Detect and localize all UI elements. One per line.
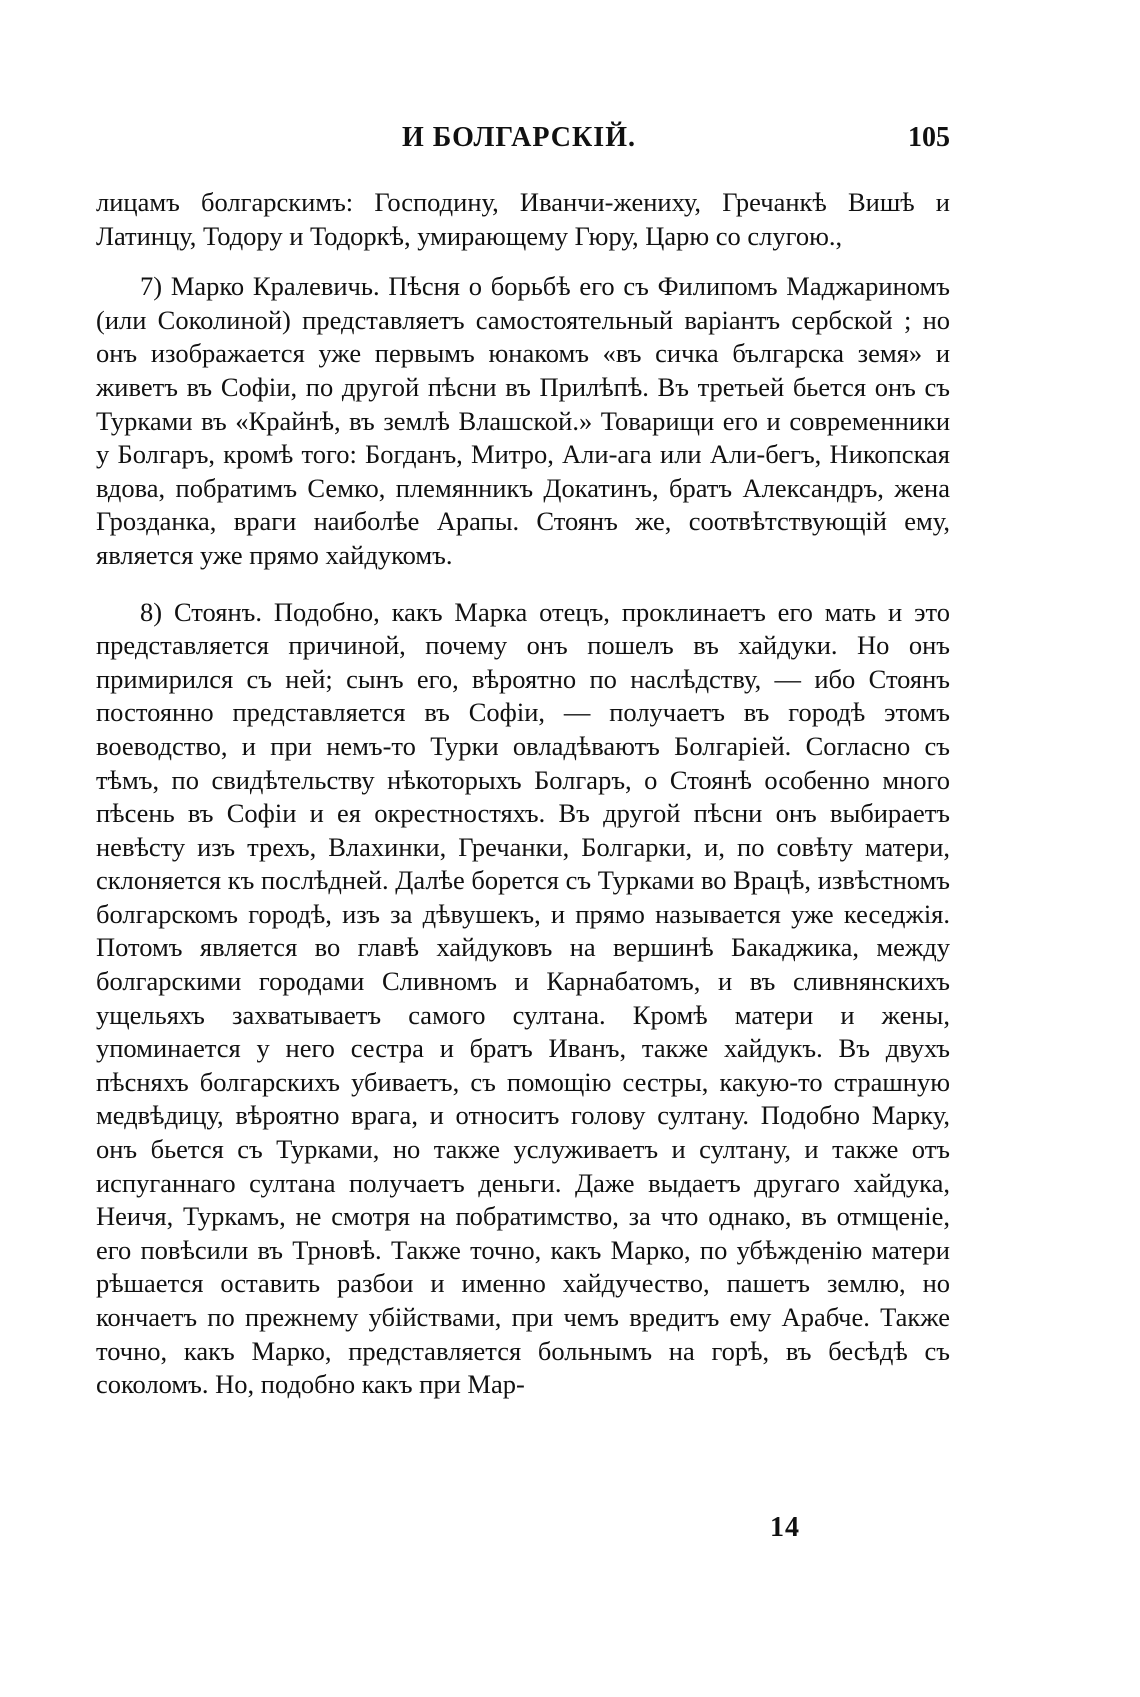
- signature-mark: 14: [770, 1512, 800, 1543]
- body-text: [96, 186, 950, 1402]
- page-number: 105: [908, 122, 950, 153]
- running-head: [88, 122, 950, 162]
- running-title: И БОЛГАРСКІЙ.: [402, 122, 636, 153]
- paragraph-continuation: лицамъ болгарскимъ: Господину, Иванчи-жениху, Гречанкѣ Вишѣ и Латинцу, Тодору и Тодоркѣ, умирающему Гюру, Царю со слугою.,: [96, 187, 950, 251]
- paragraph-marko: 7) Марко Кралевичь. Пѣсня о борьбѣ его съ Филипомъ Маджариномъ (или Соколиной) представляетъ самостоятельный варіантъ сербской ; но онъ изображается уже первымъ юнакомъ «въ сичка българска земя» и живетъ въ Софіи, по другой пѣсни въ Прилѣпѣ. Въ третьей бьется онъ съ Турками въ «Крайнѣ, въ землѣ Влашской.» Товарищи его и современники у Болгаръ, кромѣ того: Богданъ, Митро, Али-ага или Али-бегъ, Никопская вдова, побратимъ Семко, племянникъ Докатинъ, братъ Александръ, жена Грозданка, враги наиболѣе Арапы. Стоянъ же, соотвѣтствующій ему, является уже прямо хайдукомъ.: [96, 271, 950, 570]
- paragraph-stoyan: 8) Стоянъ. Подобно, какъ Марка отецъ, проклинаетъ его мать и это представляется причиной, почему онъ пошелъ въ хайдуки. Но онъ примирился съ ней; сынъ его, вѣроятно по наслѣдству, — ибо Стоянъ постоянно представляется въ Софіи, — получаетъ въ городѣ этомъ воеводство, и при немъ-то Турки овладѣваютъ Болгаріей. Согласно съ тѣмъ, по свидѣтельству нѣкоторыхъ Болгаръ, о Стоянѣ особенно много пѣсень въ Софіи и ея окрестностяхъ. Въ другой пѣсни онъ выбираетъ невѣсту изъ трехъ, Влахинки, Гречанки, Болгарки, и, по совѣту матери, склоняется къ послѣдней. Далѣе борется съ Турками во Врацѣ, извѣстномъ болгарскомъ городѣ, изъ за дѣвушекъ, и прямо называется уже кеседжія. Потомъ является во главѣ хайдуковъ на вершинѣ Бакаджика, между болгарскими городами Сливномъ и Карнабатомъ, и въ сливнянскихъ ущельяхъ захватываетъ самого султана. Кромѣ матери и жены, упоминается у него сестра и братъ Иванъ, также хайдукъ. Въ двухъ пѣсняхъ болгарскихъ убиваетъ, съ помощію сестры, какую-то страшную медвѣдицу, вѣроятно врага, и относитъ голову султану. Подобно Марку, онъ бьется съ Турками, но также услуживаетъ и султану, и также отъ испуганнаго султана получаетъ деньги. Даже выдаетъ другаго хайдука, Неичя, Туркамъ, не смотря на побратимство, за что однако, въ отмщеніе, его повѣсили въ Трновѣ. Также точно, какъ Марко, по убѣжденію матери рѣшается оставить разбои и именно хайдучество, пашетъ землю, но кончаетъ по прежнему убійствами, при чемъ вредитъ ему Арабче. Также точно, какъ Марко, представляется больнымъ на горѣ, въ бесѣдѣ съ соколомъ. Но, подобно какъ при Мар-: [96, 596, 950, 1400]
